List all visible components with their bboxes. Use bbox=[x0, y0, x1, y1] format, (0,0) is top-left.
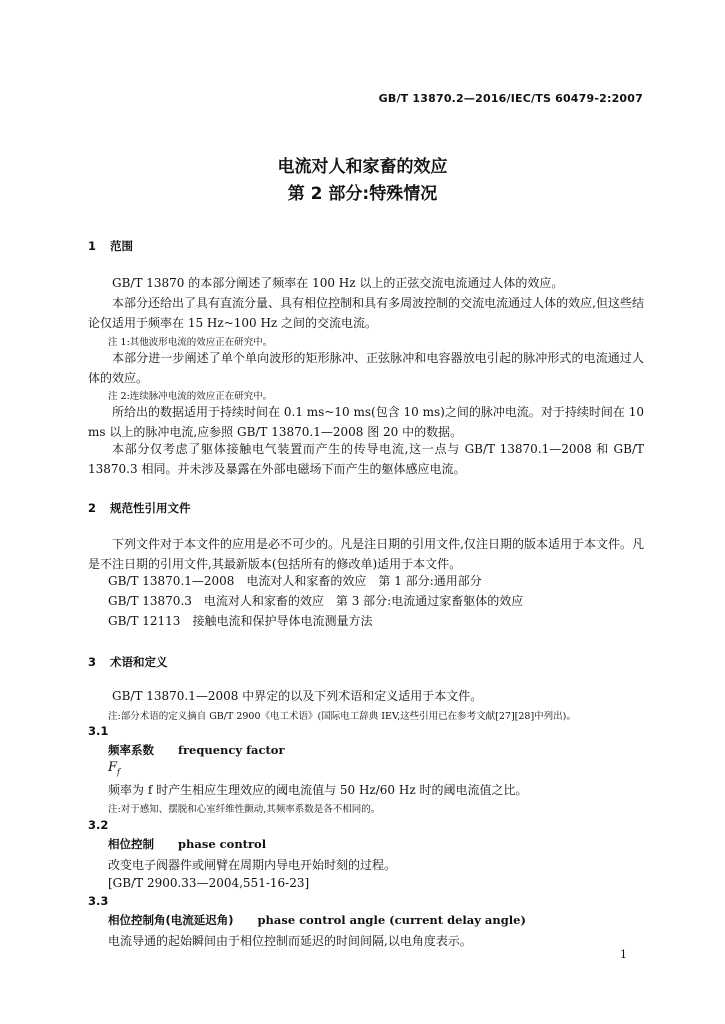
term-en: phase control angle (current delay angle) bbox=[257, 913, 526, 927]
clause-number: 3.3 bbox=[88, 894, 109, 908]
paragraph: 本部分进一步阐述了单个单向波形的矩形脉冲、正弦脉冲和电容器放电引起的脉冲形式的电流通过人体的效应。 bbox=[88, 351, 644, 385]
clause-number: 3.1 bbox=[88, 724, 109, 738]
page-number: 1 bbox=[620, 948, 627, 961]
section-2-heading bbox=[88, 500, 191, 516]
paragraph: 所给出的数据适用于持续时间在 0.1 ms~10 ms(包含 10 ms)之间的脉冲电流。对于持续时间在 10 ms 以上的脉冲电流,应参照 GB/T 13870.1—2008 图 20 中的数据。 bbox=[88, 405, 644, 439]
note: 注 1:其他波形电流的效应正在研究中。 bbox=[108, 337, 273, 348]
term-en: frequency factor bbox=[178, 743, 285, 757]
term-heading bbox=[108, 836, 266, 852]
note: 注:对于感知、摆脱和心室纤维性颤动,其频率系数是各不相同的。 bbox=[108, 804, 381, 815]
doc-subtitle: 第 2 部分:特殊情况 bbox=[287, 184, 438, 204]
standard-header: GB/T 13870.2—2016/IEC/TS 60479-2:2007 bbox=[378, 92, 643, 105]
reference-item: GB/T 13870.3 电流对人和家畜的效应 第 3 部分:电流通过家畜躯体的效应 bbox=[108, 594, 524, 608]
section-title: 范围 bbox=[110, 239, 133, 253]
term-definition: 改变电子阀器件或闸臂在周期内导电开始时刻的过程。 bbox=[108, 858, 397, 872]
paragraph: 本部分仅考虑了躯体接触电气装置而产生的传导电流,这一点与 GB/T 13870.1—2008 和 GB/T 13870.3 相同。并未涉及暴露在外部电磁场下而产生的躯体感应电流。 bbox=[88, 442, 644, 476]
term-zh: 相位控制角(电流延迟角) bbox=[108, 913, 234, 927]
section-3-heading bbox=[88, 654, 168, 670]
clause-number: 3.2 bbox=[88, 818, 109, 832]
term-definition: 电流导通的起始瞬间由于相位控制而延迟的时间间隔,以电角度表示。 bbox=[108, 934, 472, 948]
section-1-heading bbox=[88, 238, 133, 254]
paragraph: GB/T 13870.1—2008 中界定的以及下列术语和定义适用于本文件。 bbox=[112, 689, 483, 703]
paragraph: 下列文件对于本文件的应用是必不可少的。凡是注日期的引用文件,仅注日期的版本适用于本文件。凡是不注日期的引用文件,其最新版本(包括所有的修改单)适用于本文件。 bbox=[88, 537, 644, 571]
doc-title: 电流对人和家畜的效应 bbox=[277, 157, 448, 177]
section-number: 3 bbox=[88, 655, 97, 669]
symbol-subscript: f bbox=[117, 767, 120, 777]
section-number: 2 bbox=[88, 501, 97, 515]
term-heading bbox=[108, 742, 285, 758]
section-title: 术语和定义 bbox=[110, 655, 168, 669]
note: 注 2:连续脉冲电流的效应正在研究中。 bbox=[108, 391, 273, 402]
term-definition: 频率为 f 时产生相应生理效应的阈电流值与 50 Hz/60 Hz 时的阈电流值之比。 bbox=[108, 783, 528, 797]
term-en: phase control bbox=[178, 837, 267, 851]
paragraph: 本部分还给出了具有直流分量、具有相位控制和具有多周波控制的交流电流通过人体的效应,但这些结论仅适用于频率在 15 Hz~100 Hz 之间的交流电流。 bbox=[88, 296, 644, 330]
term-zh: 相位控制 bbox=[108, 837, 154, 851]
term-source: [GB/T 2900.33—2004,551-16-23] bbox=[108, 876, 310, 890]
reference-item: GB/T 13870.1—2008 电流对人和家畜的效应 第 1 部分:通用部分 bbox=[108, 574, 482, 588]
reference-item: GB/T 12113 接触电流和保护导体电流测量方法 bbox=[108, 614, 373, 628]
section-number: 1 bbox=[88, 239, 97, 253]
term-heading bbox=[108, 912, 526, 928]
section-title: 规范性引用文件 bbox=[110, 501, 191, 515]
term-zh: 频率系数 bbox=[108, 743, 154, 757]
paragraph: GB/T 13870 的本部分阐述了频率在 100 Hz 以上的正弦交流电流通过人体的效应。 bbox=[112, 276, 564, 290]
note: 注:部分术语的定义摘自 GB/T 2900《电工术语》(国际电工辞典 IEV,这些引用已在参考文献[27][28]中列出)。 bbox=[108, 711, 576, 722]
term-symbol: $F_f$ bbox=[108, 760, 120, 777]
